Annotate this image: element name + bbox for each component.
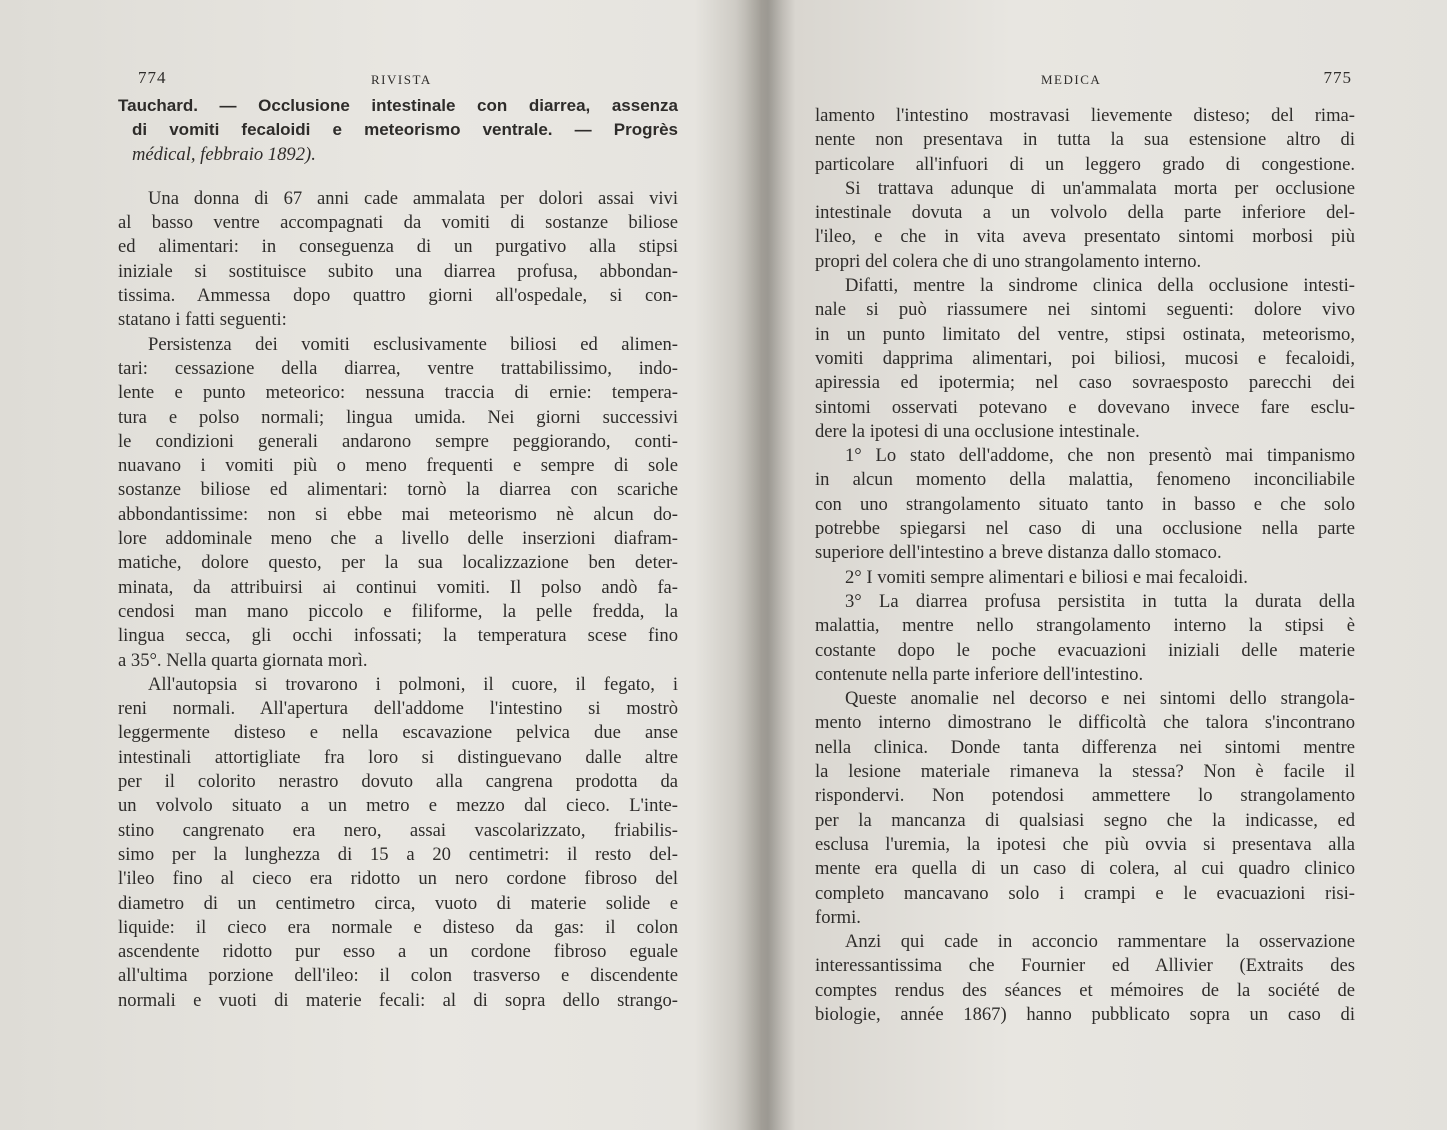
article-heading bbox=[118, 94, 678, 167]
text-line: normali e vuoti di materie fecali: al di sopra dello strango- bbox=[118, 989, 678, 1011]
text-line: rispondervi. Non potendosi ammettere lo strangolamento bbox=[815, 785, 1355, 807]
text-line: ed alimentari: in conseguenza di un purgativo alla stipsi bbox=[118, 236, 678, 258]
text-line: simo per la lunghezza di 15 a 20 centimetri: il resto del- bbox=[118, 843, 678, 865]
left-running-head: RIVISTA bbox=[371, 72, 432, 87]
text-line: comptes rendus des séances et mémoires de la société de bbox=[815, 979, 1355, 1001]
text-line: matiche, dolore questo, per la sua localizzazione ben deter- bbox=[118, 552, 678, 574]
heading-line: Tauchard. — Occlusione intestinale con diarrea, assenza bbox=[118, 96, 678, 115]
text-line: in un punto limitato del ventre, stipsi ostinata, meteorismo, bbox=[815, 323, 1355, 345]
text-line: dere la ipotesi di una occlusione intestinale. bbox=[815, 420, 1140, 442]
book-gutter bbox=[735, 0, 795, 1130]
text-line: apiressia ed ipotermia; nel caso sovraesposto parecchi dei bbox=[815, 372, 1355, 394]
text-line: al basso ventre accompagnati da vomiti di sostanze biliose bbox=[118, 212, 678, 234]
text-line: lente e punto meteorico: nessuna traccia di ernie: tempera- bbox=[118, 382, 678, 404]
right-page bbox=[815, 60, 1355, 1027]
heading-line: médical, febbraio 1892). bbox=[132, 143, 316, 165]
text-line: 3° La diarrea profusa persistita in tutta la durata della bbox=[845, 590, 1355, 612]
left-body-text bbox=[118, 187, 678, 1013]
text-line: per il colorito nerastro dovuto alla cangrena prodotta da bbox=[118, 771, 678, 793]
text-line: liquide: il cieco era normale e disteso da gas: il colon bbox=[118, 916, 678, 938]
text-line: nuavano i vomiti più o meno frequenti e sempre di sole bbox=[118, 455, 678, 477]
text-line: Queste anomalie nel decorso e nei sintomi dello strangola- bbox=[845, 688, 1355, 710]
text-line: a 35°. Nella quarta giornata morì. bbox=[118, 649, 368, 671]
text-line: lore addominale meno che a livello delle inserzioni diafram- bbox=[118, 528, 678, 550]
text-line: tura e polso normali; lingua umida. Nei giorni successivi bbox=[118, 406, 678, 428]
text-line: propri del colera che di uno strangolamento interno. bbox=[815, 250, 1202, 272]
text-line: mente era quella di un caso di colera, al cui quadro clinico bbox=[815, 858, 1355, 880]
text-line: con uno strangolamento situato tanto in basso e che solo bbox=[815, 493, 1355, 515]
right-running-head: MEDICA bbox=[1041, 72, 1102, 87]
text-line: 2° I vomiti sempre alimentari e biliosi e mai fecaloidi. bbox=[845, 566, 1248, 588]
text-line: minata, da attribuirsi ai continui vomiti. Il polso andò fa- bbox=[118, 576, 678, 598]
text-line: potrebbe spiegarsi nel caso di una occlusione nella parte bbox=[815, 518, 1355, 540]
text-line: lingua secca, gli occhi infossati; la temperatura scese fino bbox=[118, 625, 678, 647]
text-line: nale si può riassumere nei sintomi seguenti: dolore vivo bbox=[815, 299, 1355, 321]
text-line: superiore dell'intestino a breve distanza dallo stomaco. bbox=[815, 542, 1222, 564]
text-line: lamento l'intestino mostravasi lievemente disteso; del rima- bbox=[815, 105, 1355, 126]
text-line: tari: cessazione della diarrea, ventre trattabilissimo, indo- bbox=[118, 357, 678, 379]
text-line: iniziale si sostituisce subito una diarrea profusa, abbondan- bbox=[118, 260, 678, 282]
text-line: nente non presentava in tutta la sua estensione altro di bbox=[815, 129, 1355, 151]
text-line: Si trattava adunque di un'ammalata morta per occlusione bbox=[845, 177, 1355, 199]
text-line: All'autopsia si trovarono i polmoni, il cuore, il fegato, i bbox=[148, 673, 678, 695]
text-line: le condizioni generali andarono sempre peggiorando, conti- bbox=[118, 430, 678, 452]
text-line: particolare all'infuori di un leggero grado di congestione. bbox=[815, 153, 1355, 175]
text-line: leggermente disteso e nella escavazione pelvica due anse bbox=[118, 722, 678, 744]
text-line: statano i fatti seguenti: bbox=[118, 309, 287, 331]
text-line: un volvolo situato a un metro e mezzo dal cieco. L'inte- bbox=[118, 795, 678, 817]
text-line: la lesione materiale rimaneva la stessa? Non è facile il bbox=[815, 761, 1355, 783]
right-body-text bbox=[815, 104, 1355, 1027]
text-line: diametro di un centimetro circa, vuoto di materie solide e bbox=[118, 892, 678, 914]
text-line: ascendente ridotto pur esso a un cordone fibroso eguale bbox=[118, 941, 678, 963]
text-line: stino cangrenato era nero, assai vascolarizzato, friabilis- bbox=[118, 819, 678, 841]
text-line: completo mancavano solo i crampi e le evacuazioni risi- bbox=[815, 882, 1355, 904]
text-line: vomiti dapprima alimentari, poi biliosi, mucosi e fecaloidi, bbox=[815, 347, 1355, 369]
right-page-number: 775 bbox=[1323, 68, 1352, 87]
text-line: sintomi osservati potevano e dovevano invece fare esclu- bbox=[815, 396, 1355, 418]
text-line: mento interno dimostrano le difficoltà che talora s'incontrano bbox=[815, 712, 1355, 734]
text-line: l'ileo, e che in vita aveva presentato sintomi morbosi più bbox=[815, 226, 1355, 248]
text-line: abbondantissime: non si ebbe mai meteorismo nè alcun do- bbox=[118, 503, 678, 525]
text-line: 1° Lo stato dell'addome, che non presentò mai timpanismo bbox=[845, 445, 1355, 467]
text-line: in alcun momento della malattia, fenomeno inconciliabile bbox=[815, 469, 1355, 491]
text-line: tissima. Ammessa dopo quattro giorni all'ospedale, si con- bbox=[118, 285, 678, 307]
text-line: esclusa l'uremia, la ipotesi che più ovvia si presentava alla bbox=[815, 833, 1355, 855]
text-line: all'ultima porzione dell'ileo: il colon trasverso e discendente bbox=[118, 965, 678, 987]
right-page-header bbox=[815, 60, 1355, 94]
left-page bbox=[118, 60, 678, 1013]
text-line: cendosi man mano piccolo e filiforme, la pelle fredda, la bbox=[118, 600, 678, 622]
text-line: reni normali. All'apertura dell'addome l'intestino si mostrò bbox=[118, 698, 678, 720]
text-line: formi. bbox=[815, 906, 861, 928]
text-line: per la mancanza di qualsiasi segno che la indicasse, ed bbox=[815, 809, 1355, 831]
text-line: biologie, année 1867) hanno pubblicato sopra un caso di bbox=[815, 1003, 1355, 1025]
text-line: Anzi qui cade in acconcio rammentare la osservazione bbox=[845, 931, 1355, 953]
text-line: intestinale dovuta a un volvolo della parte inferiore del- bbox=[815, 202, 1355, 224]
text-line: malattia, mentre nello strangolamento interno la stipsi è bbox=[815, 615, 1355, 637]
text-line: l'ileo fino al cieco era ridotto un nero cordone fibroso del bbox=[118, 868, 678, 890]
text-line: interessantissima che Fournier ed Allivier (Extraits des bbox=[815, 955, 1355, 977]
text-line: intestinali attortigliate fra loro si distinguevano dalle altre bbox=[118, 746, 678, 768]
text-line: sostanze biliose ed alimentari: tornò la diarrea con scariche bbox=[118, 479, 678, 501]
left-page-number: 774 bbox=[138, 68, 167, 87]
left-page-header bbox=[118, 60, 678, 94]
text-line: contenute nella parte inferiore dell'intestino. bbox=[815, 663, 1144, 685]
text-line: Una donna di 67 anni cade ammalata per dolori assai vivi bbox=[148, 187, 678, 209]
text-line: Difatti, mentre la sindrome clinica della occlusione intesti- bbox=[845, 275, 1355, 297]
text-line: Persistenza dei vomiti esclusivamente biliosi ed alimen- bbox=[148, 333, 678, 355]
text-line: costante dopo le poche evacuazioni iniziali delle materie bbox=[815, 639, 1355, 661]
text-line: nella clinica. Donde tanta differenza nei sintomi mentre bbox=[815, 736, 1355, 758]
heading-line: di vomiti fecaloidi e meteorismo ventrale. — Progrès bbox=[132, 120, 678, 140]
